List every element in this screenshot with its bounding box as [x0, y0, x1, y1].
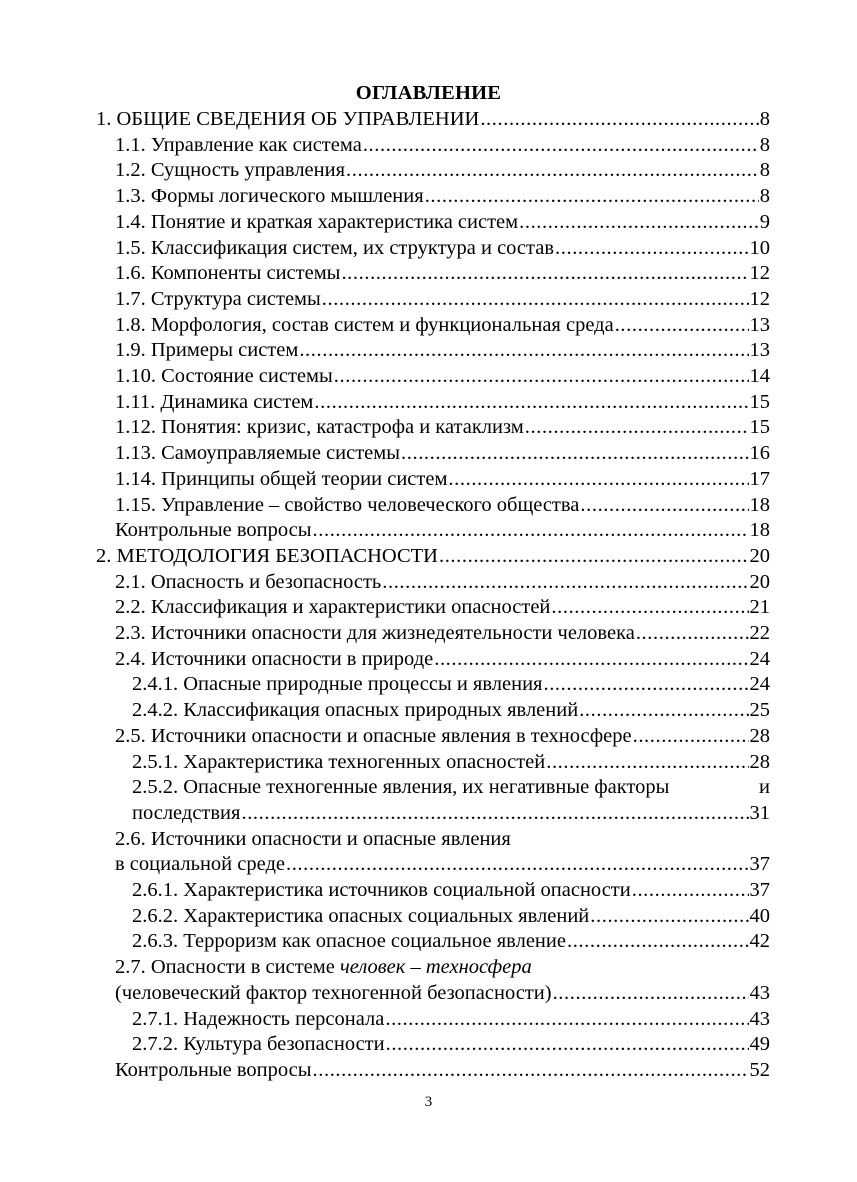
toc-entry-page: 31 [749, 801, 770, 824]
toc-entry-page: 17 [749, 467, 770, 490]
toc-entry-page: 52 [749, 1058, 770, 1081]
toc-entry-page: 13 [749, 339, 770, 362]
toc-dot-leader [525, 414, 749, 440]
toc-entry[interactable] [115, 492, 770, 518]
toc-entry-title: 2.4.1. Опасные природные процессы и явления [132, 673, 543, 696]
toc-entry-page: 43 [749, 1007, 770, 1030]
toc-dot-leader [425, 183, 759, 209]
toc-entry[interactable] [115, 826, 770, 852]
toc-dot-leader [314, 389, 748, 415]
toc-entry[interactable] [132, 928, 770, 954]
toc-entry-page: 28 [749, 724, 770, 747]
toc-dot-leader [546, 749, 748, 775]
toc-entry-title: 1.5. Классификация систем, их структура и состав [115, 236, 555, 259]
toc-entry-page: 49 [749, 1033, 770, 1056]
toc-entry-page: 8 [759, 159, 770, 182]
toc-dot-leader [480, 106, 758, 132]
toc-entry-title: последствия [132, 801, 241, 824]
toc-entry-title: Контрольные вопросы [115, 1058, 312, 1081]
toc-entry-title: 2.1. Опасность и безопасность [115, 570, 382, 593]
toc-dot-leader [579, 697, 748, 723]
toc-entry[interactable] [115, 569, 770, 595]
toc-entry-title: 2.5.1. Характеристика техногенных опасностей [132, 750, 546, 773]
toc-entry-title: 2.5.2. Опасные техногенные явления, их негативные факторы [132, 776, 670, 799]
toc-entry-title: в социальной среде [115, 853, 285, 876]
toc-entry[interactable] [132, 1031, 770, 1057]
toc-entry-title: 2.7.2. Культура безопасности [132, 1033, 385, 1056]
toc-dot-leader [580, 492, 748, 518]
toc-entry[interactable] [96, 543, 770, 569]
toc-entry[interactable] [115, 337, 770, 363]
toc-dot-leader [313, 517, 749, 543]
toc-dot-leader [299, 337, 748, 363]
toc-dot-leader [382, 569, 748, 595]
toc-entry-title: 2.7.1. Надежность персонала [132, 1007, 385, 1030]
toc-entry-title: 1.2. Сущность управления [115, 159, 346, 182]
toc-entry[interactable] [115, 954, 770, 980]
toc-entry-title: 1.6. Компоненты системы [115, 262, 341, 285]
toc-entry[interactable] [115, 157, 770, 183]
toc-entry-title: 2.5. Источники опасности и опасные явления в техносфере [115, 724, 632, 747]
toc-entry-title-italic: человек – техносфера [339, 956, 532, 979]
toc-dot-leader [551, 594, 748, 620]
toc-entry-title: 2.6. Источники опасности и опасные явления [115, 827, 511, 850]
toc-entry[interactable] [96, 106, 770, 132]
toc-entry[interactable] [132, 903, 770, 929]
toc-entry-page: 15 [749, 390, 770, 413]
toc-entry-title: 1.10. Состояние системы [115, 365, 333, 387]
toc-entry-page: 16 [749, 442, 770, 465]
toc-dot-leader [401, 440, 748, 466]
toc-entry-title: 2.4. Источники опасности в природе [115, 647, 434, 670]
toc-dot-leader [386, 1031, 749, 1057]
toc-dot-leader [363, 132, 759, 158]
toc-entry[interactable] [115, 440, 770, 466]
toc-entry-page: 8 [759, 108, 770, 130]
toc-entry-title: 2.2. Классификация и характеристики опасностей [115, 596, 551, 619]
page-number: 3 [424, 1094, 433, 1110]
toc-entry-title: 1.13. Самоуправляемые системы [115, 442, 401, 465]
toc-entry-page: 10 [749, 236, 770, 259]
toc-entry-title: 1.9. Примеры систем [115, 339, 299, 362]
toc-entry[interactable] [132, 697, 770, 723]
toc-entry-page: 18 [749, 493, 770, 516]
toc-entry[interactable] [115, 389, 770, 415]
toc-entry-page: 14 [749, 365, 770, 387]
toc-entry-page: 24 [749, 647, 770, 670]
toc-entry[interactable] [115, 646, 770, 672]
toc-entry-continuation-word: и [759, 776, 770, 799]
toc-entry[interactable] [115, 286, 770, 312]
toc-dot-leader [334, 363, 749, 389]
toc-entry-page: 8 [759, 133, 770, 156]
toc-dot-leader [555, 235, 748, 261]
toc-entry-page: 28 [749, 750, 770, 773]
toc-entry-page: 18 [749, 519, 770, 542]
toc-entry[interactable] [115, 363, 770, 389]
toc-entry[interactable] [115, 209, 770, 235]
toc-dot-leader [553, 980, 749, 1006]
toc-entry[interactable] [132, 877, 770, 903]
toc-entry-page: 43 [749, 981, 770, 1004]
toc-entry-title: 2.4.2. Классификация опасных природных явлений [132, 699, 579, 722]
toc-dot-leader [448, 466, 748, 492]
toc-dot-leader [543, 671, 748, 697]
toc-entry[interactable] [115, 851, 770, 877]
toc-entry[interactable] [132, 671, 770, 697]
toc-entry-title: 1.8. Морфология, состав систем и функциональная среда [115, 313, 614, 336]
toc-entry-page: 15 [749, 416, 770, 439]
toc-dot-leader [341, 260, 748, 286]
toc-entry[interactable] [132, 774, 770, 800]
toc-entry-title [115, 954, 770, 980]
toc-entry[interactable] [115, 260, 770, 286]
toc-entry-title: 2.3. Источники опасности для жизнедеятельности человека [115, 622, 635, 644]
toc-entry-page: 8 [759, 185, 770, 208]
toc-entry-page: 40 [749, 904, 770, 927]
toc-entry[interactable] [132, 1006, 770, 1032]
toc-entry[interactable] [115, 466, 770, 492]
toc-entry[interactable] [132, 800, 770, 826]
toc-entry-title: 1.14. Принципы общей теории систем [115, 467, 448, 490]
toc-entry[interactable] [115, 723, 770, 749]
toc-entry-page: 12 [749, 287, 770, 310]
toc-entry-page: 22 [749, 622, 770, 644]
toc-entry-title: 1. ОБЩИЕ СВЕДЕНИЯ ОБ УПРАВЛЕНИИ [96, 108, 480, 130]
page-title: ОГЛАВЛЕНИЕ [355, 82, 502, 104]
toc-entry[interactable] [132, 749, 770, 775]
toc-dot-leader [434, 646, 748, 672]
toc-entry-title: 1.4. Понятие и краткая характеристика систем [115, 210, 519, 233]
toc-entry-title: 2. МЕТОДОЛОГИЯ БЕЗОПАСНОСТИ [96, 544, 438, 567]
toc-dot-leader [313, 1057, 749, 1083]
toc-entry-title: (человеческий фактор техногенной безопасности) [115, 981, 552, 1004]
toc-entry-title: 2.6.2. Характеристика опасных социальных явлений [132, 904, 590, 927]
toc-entry-page: 12 [749, 262, 770, 285]
toc-entry[interactable] [115, 594, 770, 620]
toc-entry[interactable] [115, 235, 770, 261]
toc-entry-page: 13 [749, 313, 770, 336]
toc-dot-leader [385, 1006, 748, 1032]
toc-entry-title: 1.15. Управление – свойство человеческого общества [115, 493, 580, 516]
toc-dot-leader [439, 543, 749, 569]
toc-entry-title-prefix: 2.7. Опасности в системе [115, 956, 340, 979]
toc-entry[interactable] [115, 620, 770, 646]
toc-entry-page: 21 [749, 596, 770, 619]
toc-entry-title: 1.12. Понятия: кризис, катастрофа и катаклизм [115, 416, 524, 439]
toc-entry-title: 2.6.1. Характеристика источников социальной опасности [132, 879, 631, 901]
toc-entry[interactable] [115, 517, 770, 543]
toc-dot-leader [615, 312, 749, 338]
toc-dot-leader [286, 851, 749, 877]
toc-dot-leader [636, 620, 749, 646]
toc-dot-leader [519, 209, 759, 235]
toc-dot-leader [632, 877, 749, 903]
toc-dot-leader [322, 286, 749, 312]
toc-dot-leader [590, 903, 748, 929]
toc-entry-page: 37 [749, 853, 770, 876]
toc-entry[interactable] [115, 183, 770, 209]
toc-entry-page: 25 [749, 699, 770, 722]
toc-entry-title: 1.11. Динамика систем [115, 390, 314, 413]
toc-entry-page: 20 [749, 570, 770, 593]
toc-entry[interactable] [115, 980, 770, 1006]
toc-entry-title: 1.1. Управление как система [115, 133, 362, 156]
toc-entry-page: 42 [749, 930, 770, 953]
toc-entry-title: 2.6.3. Терроризм как опасное социальное явление [132, 930, 566, 953]
toc-entry-title: 1.3. Формы логического мышления [115, 185, 424, 208]
toc-entry-page: 37 [749, 879, 770, 901]
toc-entry-title: 1.7. Структура системы [115, 287, 321, 310]
toc-entry[interactable] [115, 312, 770, 338]
toc-dot-leader [633, 723, 749, 749]
toc-dot-leader [241, 800, 748, 826]
toc-entry[interactable] [115, 1057, 770, 1083]
toc-entry-page: 20 [749, 544, 770, 567]
toc-dot-leader [346, 157, 759, 183]
toc-entry-page: 9 [759, 210, 770, 233]
toc-entry-title: Контрольные вопросы [115, 519, 312, 542]
toc-entry[interactable] [115, 132, 770, 158]
toc-entry-page: 24 [749, 673, 770, 696]
toc-dot-leader [567, 928, 749, 954]
toc-entry[interactable] [115, 414, 770, 440]
